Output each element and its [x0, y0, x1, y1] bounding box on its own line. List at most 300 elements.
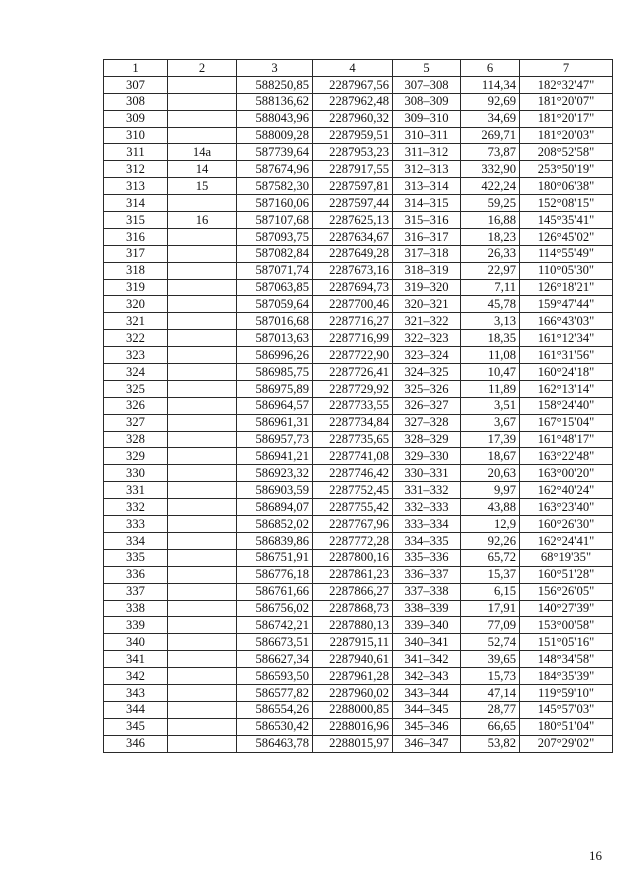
coordinate-y-cell: 2287673,16: [313, 262, 393, 279]
distance-cell: 15,37: [461, 566, 520, 583]
bearing-cell: 114°55'49": [520, 245, 613, 262]
bearing-cell: 181°20'03": [520, 127, 613, 144]
page-number: 16: [589, 848, 602, 863]
distance-cell: 3,51: [461, 397, 520, 414]
bearing-cell: 181°20'17": [520, 110, 613, 127]
coordinate-x-cell: 587063,85: [237, 279, 313, 296]
bearing-cell: 180°06'38": [520, 178, 613, 195]
coordinate-y-cell: 2287726,41: [313, 364, 393, 381]
segment-cell: 327–328: [393, 414, 461, 431]
reference-mark-cell: [168, 431, 237, 448]
point-number-cell: 336: [104, 566, 168, 583]
distance-cell: 52,74: [461, 634, 520, 651]
table-row: [104, 178, 613, 195]
distance-cell: 17,91: [461, 600, 520, 617]
distance-cell: 18,67: [461, 448, 520, 465]
point-number-cell: 329: [104, 448, 168, 465]
coordinate-y-cell: 2287767,96: [313, 516, 393, 533]
segment-cell: 307–308: [393, 76, 461, 93]
table-row: [104, 465, 613, 482]
table-row: [104, 516, 613, 533]
segment-cell: 328–329: [393, 431, 461, 448]
reference-mark-cell: [168, 651, 237, 668]
distance-cell: 34,69: [461, 110, 520, 127]
bearing-cell: 207°29'02": [520, 735, 613, 752]
segment-cell: 317–318: [393, 245, 461, 262]
table-row: [104, 651, 613, 668]
bearing-cell: 160°26'30": [520, 516, 613, 533]
table-row: [104, 144, 613, 161]
point-number-cell: 318: [104, 262, 168, 279]
bearing-cell: 161°12'34": [520, 330, 613, 347]
coordinate-x-cell: 587582,30: [237, 178, 313, 195]
bearing-cell: 166°43'03": [520, 313, 613, 330]
coordinate-y-cell: 2287746,42: [313, 465, 393, 482]
bearing-cell: 182°32'47": [520, 76, 613, 93]
table-row: [104, 718, 613, 735]
table-row: [104, 634, 613, 651]
bearing-cell: 167°15'04": [520, 414, 613, 431]
reference-mark-cell: [168, 279, 237, 296]
point-number-cell: 315: [104, 212, 168, 229]
coordinate-y-cell: 2287716,99: [313, 330, 393, 347]
segment-cell: 343–344: [393, 684, 461, 701]
table-row: [104, 313, 613, 330]
point-number-cell: 333: [104, 516, 168, 533]
distance-cell: 22,97: [461, 262, 520, 279]
coordinate-y-cell: 2287961,28: [313, 668, 393, 685]
point-number-cell: 339: [104, 617, 168, 634]
coordinate-x-cell: 586627,34: [237, 651, 313, 668]
column-header-2: 2: [168, 60, 237, 77]
segment-cell: 314–315: [393, 195, 461, 212]
coordinate-y-cell: 2287868,73: [313, 600, 393, 617]
coordinate-x-cell: 587107,68: [237, 212, 313, 229]
column-header-1: 1: [104, 60, 168, 77]
point-number-cell: 324: [104, 364, 168, 381]
distance-cell: 17,39: [461, 431, 520, 448]
distance-cell: 11,08: [461, 347, 520, 364]
table-row: [104, 566, 613, 583]
point-number-cell: 338: [104, 600, 168, 617]
reference-mark-cell: [168, 195, 237, 212]
reference-mark-cell: 14: [168, 161, 237, 178]
point-number-cell: 345: [104, 718, 168, 735]
reference-mark-cell: [168, 313, 237, 330]
segment-cell: 345–346: [393, 718, 461, 735]
reference-mark-cell: [168, 448, 237, 465]
table-row: [104, 414, 613, 431]
reference-mark-cell: [168, 566, 237, 583]
coordinate-x-cell: 586742,21: [237, 617, 313, 634]
segment-cell: 346–347: [393, 735, 461, 752]
distance-cell: 11,89: [461, 380, 520, 397]
segment-cell: 341–342: [393, 651, 461, 668]
coordinate-y-cell: 2287716,27: [313, 313, 393, 330]
coordinate-y-cell: 2287772,28: [313, 532, 393, 549]
reference-mark-cell: [168, 380, 237, 397]
bearing-cell: 163°23'40": [520, 499, 613, 516]
bearing-cell: 160°51'28": [520, 566, 613, 583]
distance-cell: 3,13: [461, 313, 520, 330]
point-number-cell: 326: [104, 397, 168, 414]
reference-mark-cell: [168, 684, 237, 701]
coordinate-x-cell: 586839,86: [237, 532, 313, 549]
segment-cell: 309–310: [393, 110, 461, 127]
coordinate-y-cell: 2288000,85: [313, 701, 393, 718]
reference-mark-cell: [168, 76, 237, 93]
coordinate-x-cell: 587016,68: [237, 313, 313, 330]
segment-cell: 325–326: [393, 380, 461, 397]
coordinate-y-cell: 2287735,65: [313, 431, 393, 448]
distance-cell: 18,35: [461, 330, 520, 347]
coordinate-y-cell: 2287649,28: [313, 245, 393, 262]
distance-cell: 6,15: [461, 583, 520, 600]
segment-cell: 335–336: [393, 549, 461, 566]
reference-mark-cell: [168, 482, 237, 499]
table-row: [104, 76, 613, 93]
table-row: [104, 212, 613, 229]
table-header: [104, 60, 613, 77]
bearing-cell: 184°35'39": [520, 668, 613, 685]
point-number-cell: 331: [104, 482, 168, 499]
column-header-7: 7: [520, 60, 613, 77]
bearing-cell: 158°24'40": [520, 397, 613, 414]
coordinate-y-cell: 2287634,67: [313, 228, 393, 245]
segment-cell: 322–323: [393, 330, 461, 347]
segment-cell: 338–339: [393, 600, 461, 617]
distance-cell: 66,65: [461, 718, 520, 735]
table-row: [104, 364, 613, 381]
reference-mark-cell: 15: [168, 178, 237, 195]
coordinate-x-cell: 586941,21: [237, 448, 313, 465]
reference-mark-cell: [168, 549, 237, 566]
coordinate-x-cell: 587739,64: [237, 144, 313, 161]
reference-mark-cell: [168, 245, 237, 262]
coordinate-x-cell: 586530,42: [237, 718, 313, 735]
table-row: [104, 93, 613, 110]
reference-mark-cell: [168, 127, 237, 144]
reference-mark-cell: [168, 499, 237, 516]
bearing-cell: 68°19'35": [520, 549, 613, 566]
segment-cell: 313–314: [393, 178, 461, 195]
point-number-cell: 319: [104, 279, 168, 296]
table-row: [104, 279, 613, 296]
reference-mark-cell: [168, 465, 237, 482]
distance-cell: 9,97: [461, 482, 520, 499]
coordinate-x-cell: 588009,28: [237, 127, 313, 144]
bearing-cell: 160°24'18": [520, 364, 613, 381]
bearing-cell: 180°51'04": [520, 718, 613, 735]
segment-cell: 323–324: [393, 347, 461, 364]
coordinate-y-cell: 2287866,27: [313, 583, 393, 600]
coordinate-x-cell: 586975,89: [237, 380, 313, 397]
bearing-cell: 140°27'39": [520, 600, 613, 617]
point-number-cell: 335: [104, 549, 168, 566]
segment-cell: 321–322: [393, 313, 461, 330]
table-row: [104, 228, 613, 245]
bearing-cell: 208°52'58": [520, 144, 613, 161]
segment-cell: 310–311: [393, 127, 461, 144]
reference-mark-cell: [168, 532, 237, 549]
coordinate-x-cell: 586852,02: [237, 516, 313, 533]
table-row: [104, 583, 613, 600]
coordinate-y-cell: 2288015,97: [313, 735, 393, 752]
table-row: [104, 735, 613, 752]
coordinate-x-cell: 588250,85: [237, 76, 313, 93]
bearing-cell: 161°31'56": [520, 347, 613, 364]
reference-mark-cell: [168, 397, 237, 414]
coordinate-x-cell: 587013,63: [237, 330, 313, 347]
bearing-cell: 253°50'19": [520, 161, 613, 178]
table-row: [104, 245, 613, 262]
point-number-cell: 343: [104, 684, 168, 701]
point-number-cell: 344: [104, 701, 168, 718]
coordinate-x-cell: 587059,64: [237, 296, 313, 313]
bearing-cell: 126°45'02": [520, 228, 613, 245]
reference-mark-cell: [168, 93, 237, 110]
coordinate-x-cell: 586996,26: [237, 347, 313, 364]
point-number-cell: 323: [104, 347, 168, 364]
table-row: [104, 262, 613, 279]
distance-cell: 114,34: [461, 76, 520, 93]
coordinate-y-cell: 2287625,13: [313, 212, 393, 229]
table-row: [104, 448, 613, 465]
coordinate-x-cell: 586985,75: [237, 364, 313, 381]
point-number-cell: 328: [104, 431, 168, 448]
coordinate-x-cell: 587071,74: [237, 262, 313, 279]
distance-cell: 16,88: [461, 212, 520, 229]
coordinate-y-cell: 2287960,02: [313, 684, 393, 701]
table-row: [104, 380, 613, 397]
distance-cell: 92,26: [461, 532, 520, 549]
reference-mark-cell: [168, 110, 237, 127]
reference-mark-cell: [168, 668, 237, 685]
segment-cell: 340–341: [393, 634, 461, 651]
segment-cell: 320–321: [393, 296, 461, 313]
segment-cell: 333–334: [393, 516, 461, 533]
table-row: [104, 482, 613, 499]
bearing-cell: 163°00'20": [520, 465, 613, 482]
bearing-cell: 162°40'24": [520, 482, 613, 499]
bearing-cell: 156°26'05": [520, 583, 613, 600]
coordinate-y-cell: 2287917,55: [313, 161, 393, 178]
coordinate-y-cell: 2287959,51: [313, 127, 393, 144]
point-number-cell: 337: [104, 583, 168, 600]
coordinate-y-cell: 2287733,55: [313, 397, 393, 414]
table-row: [104, 195, 613, 212]
table-row: [104, 701, 613, 718]
segment-cell: 332–333: [393, 499, 461, 516]
segment-cell: 319–320: [393, 279, 461, 296]
table-row: [104, 617, 613, 634]
segment-cell: 312–313: [393, 161, 461, 178]
bearing-cell: 162°13'14": [520, 380, 613, 397]
column-header-6: 6: [461, 60, 520, 77]
distance-cell: 59,25: [461, 195, 520, 212]
coordinate-x-cell: 586776,18: [237, 566, 313, 583]
coordinate-y-cell: 2287700,46: [313, 296, 393, 313]
coordinate-x-cell: 586593,50: [237, 668, 313, 685]
distance-cell: 18,23: [461, 228, 520, 245]
table-row: [104, 532, 613, 549]
point-number-cell: 320: [104, 296, 168, 313]
table-row: [104, 431, 613, 448]
distance-cell: 53,82: [461, 735, 520, 752]
coordinate-x-cell: 586761,66: [237, 583, 313, 600]
table-row: [104, 110, 613, 127]
coordinate-y-cell: 2288016,96: [313, 718, 393, 735]
coordinate-y-cell: 2287722,90: [313, 347, 393, 364]
reference-mark-cell: 16: [168, 212, 237, 229]
reference-mark-cell: [168, 600, 237, 617]
point-number-cell: 327: [104, 414, 168, 431]
coordinate-y-cell: 2287755,42: [313, 499, 393, 516]
reference-mark-cell: [168, 262, 237, 279]
point-number-cell: 322: [104, 330, 168, 347]
bearing-cell: 126°18'21": [520, 279, 613, 296]
reference-mark-cell: [168, 414, 237, 431]
point-number-cell: 340: [104, 634, 168, 651]
segment-cell: 318–319: [393, 262, 461, 279]
segment-cell: 308–309: [393, 93, 461, 110]
distance-cell: 20,63: [461, 465, 520, 482]
reference-mark-cell: [168, 583, 237, 600]
coordinate-x-cell: 588136,62: [237, 93, 313, 110]
coordinate-x-cell: 586554,26: [237, 701, 313, 718]
segment-cell: 324–325: [393, 364, 461, 381]
distance-cell: 7,11: [461, 279, 520, 296]
segment-cell: 339–340: [393, 617, 461, 634]
table-row: [104, 161, 613, 178]
coordinate-y-cell: 2287729,92: [313, 380, 393, 397]
point-number-cell: 332: [104, 499, 168, 516]
distance-cell: 92,69: [461, 93, 520, 110]
bearing-cell: 162°24'41": [520, 532, 613, 549]
reference-mark-cell: [168, 347, 237, 364]
coordinate-y-cell: 2287800,16: [313, 549, 393, 566]
bearing-cell: 151°05'16": [520, 634, 613, 651]
point-number-cell: 330: [104, 465, 168, 482]
column-header-5: 5: [393, 60, 461, 77]
header-row: [104, 60, 613, 77]
reference-mark-cell: [168, 634, 237, 651]
point-number-cell: 307: [104, 76, 168, 93]
bearing-cell: 110°05'30": [520, 262, 613, 279]
coordinate-y-cell: 2287861,23: [313, 566, 393, 583]
coordinate-y-cell: 2287915,11: [313, 634, 393, 651]
table-row: [104, 296, 613, 313]
reference-mark-cell: [168, 701, 237, 718]
distance-cell: 3,67: [461, 414, 520, 431]
point-number-cell: 325: [104, 380, 168, 397]
distance-cell: 28,77: [461, 701, 520, 718]
coordinate-x-cell: 588043,96: [237, 110, 313, 127]
point-number-cell: 311: [104, 144, 168, 161]
table-row: [104, 397, 613, 414]
coordinate-x-cell: 586756,02: [237, 600, 313, 617]
bearing-cell: 152°08'15": [520, 195, 613, 212]
column-header-3: 3: [237, 60, 313, 77]
segment-cell: 336–337: [393, 566, 461, 583]
point-number-cell: 316: [104, 228, 168, 245]
segment-cell: 337–338: [393, 583, 461, 600]
segment-cell: 342–343: [393, 668, 461, 685]
table-row: [104, 549, 613, 566]
coordinate-x-cell: 586463,78: [237, 735, 313, 752]
bearing-cell: 159°47'44": [520, 296, 613, 313]
distance-cell: 269,71: [461, 127, 520, 144]
distance-cell: 422,24: [461, 178, 520, 195]
point-number-cell: 313: [104, 178, 168, 195]
distance-cell: 10,47: [461, 364, 520, 381]
distance-cell: 332,90: [461, 161, 520, 178]
reference-mark-cell: [168, 735, 237, 752]
reference-mark-cell: [168, 228, 237, 245]
reference-mark-cell: [168, 516, 237, 533]
coordinate-x-cell: 586961,31: [237, 414, 313, 431]
point-number-cell: 314: [104, 195, 168, 212]
reference-mark-cell: [168, 296, 237, 313]
coordinate-x-cell: 586751,91: [237, 549, 313, 566]
coordinate-y-cell: 2287694,73: [313, 279, 393, 296]
reference-mark-cell: [168, 617, 237, 634]
segment-cell: 315–316: [393, 212, 461, 229]
coordinate-x-cell: 587093,75: [237, 228, 313, 245]
coordinate-y-cell: 2287752,45: [313, 482, 393, 499]
coordinate-y-cell: 2287880,13: [313, 617, 393, 634]
distance-cell: 12,9: [461, 516, 520, 533]
bearing-cell: 145°35'41": [520, 212, 613, 229]
coordinates-table: [103, 59, 613, 753]
coordinate-y-cell: 2287734,84: [313, 414, 393, 431]
segment-cell: 316–317: [393, 228, 461, 245]
table-row: [104, 330, 613, 347]
coordinate-y-cell: 2287597,44: [313, 195, 393, 212]
point-number-cell: 317: [104, 245, 168, 262]
segment-cell: 330–331: [393, 465, 461, 482]
table-body: [104, 76, 613, 752]
coordinate-y-cell: 2287940,61: [313, 651, 393, 668]
segment-cell: 311–312: [393, 144, 461, 161]
distance-cell: 73,87: [461, 144, 520, 161]
coordinate-x-cell: 586673,51: [237, 634, 313, 651]
coordinate-x-cell: 586964,57: [237, 397, 313, 414]
point-number-cell: 308: [104, 93, 168, 110]
bearing-cell: 163°22'48": [520, 448, 613, 465]
coordinate-y-cell: 2287962,48: [313, 93, 393, 110]
segment-cell: 326–327: [393, 397, 461, 414]
reference-mark-cell: [168, 330, 237, 347]
table-row: [104, 347, 613, 364]
coordinate-x-cell: 587160,06: [237, 195, 313, 212]
table-row: [104, 499, 613, 516]
table-row: [104, 668, 613, 685]
coordinate-x-cell: 586903,59: [237, 482, 313, 499]
coordinate-y-cell: 2287741,08: [313, 448, 393, 465]
bearing-cell: 148°34'58": [520, 651, 613, 668]
table-row: [104, 684, 613, 701]
reference-mark-cell: 14a: [168, 144, 237, 161]
coordinate-y-cell: 2287967,56: [313, 76, 393, 93]
segment-cell: 334–335: [393, 532, 461, 549]
coordinate-x-cell: 586923,32: [237, 465, 313, 482]
coordinate-x-cell: 587674,96: [237, 161, 313, 178]
point-number-cell: 321: [104, 313, 168, 330]
distance-cell: 65,72: [461, 549, 520, 566]
distance-cell: 43,88: [461, 499, 520, 516]
point-number-cell: 341: [104, 651, 168, 668]
